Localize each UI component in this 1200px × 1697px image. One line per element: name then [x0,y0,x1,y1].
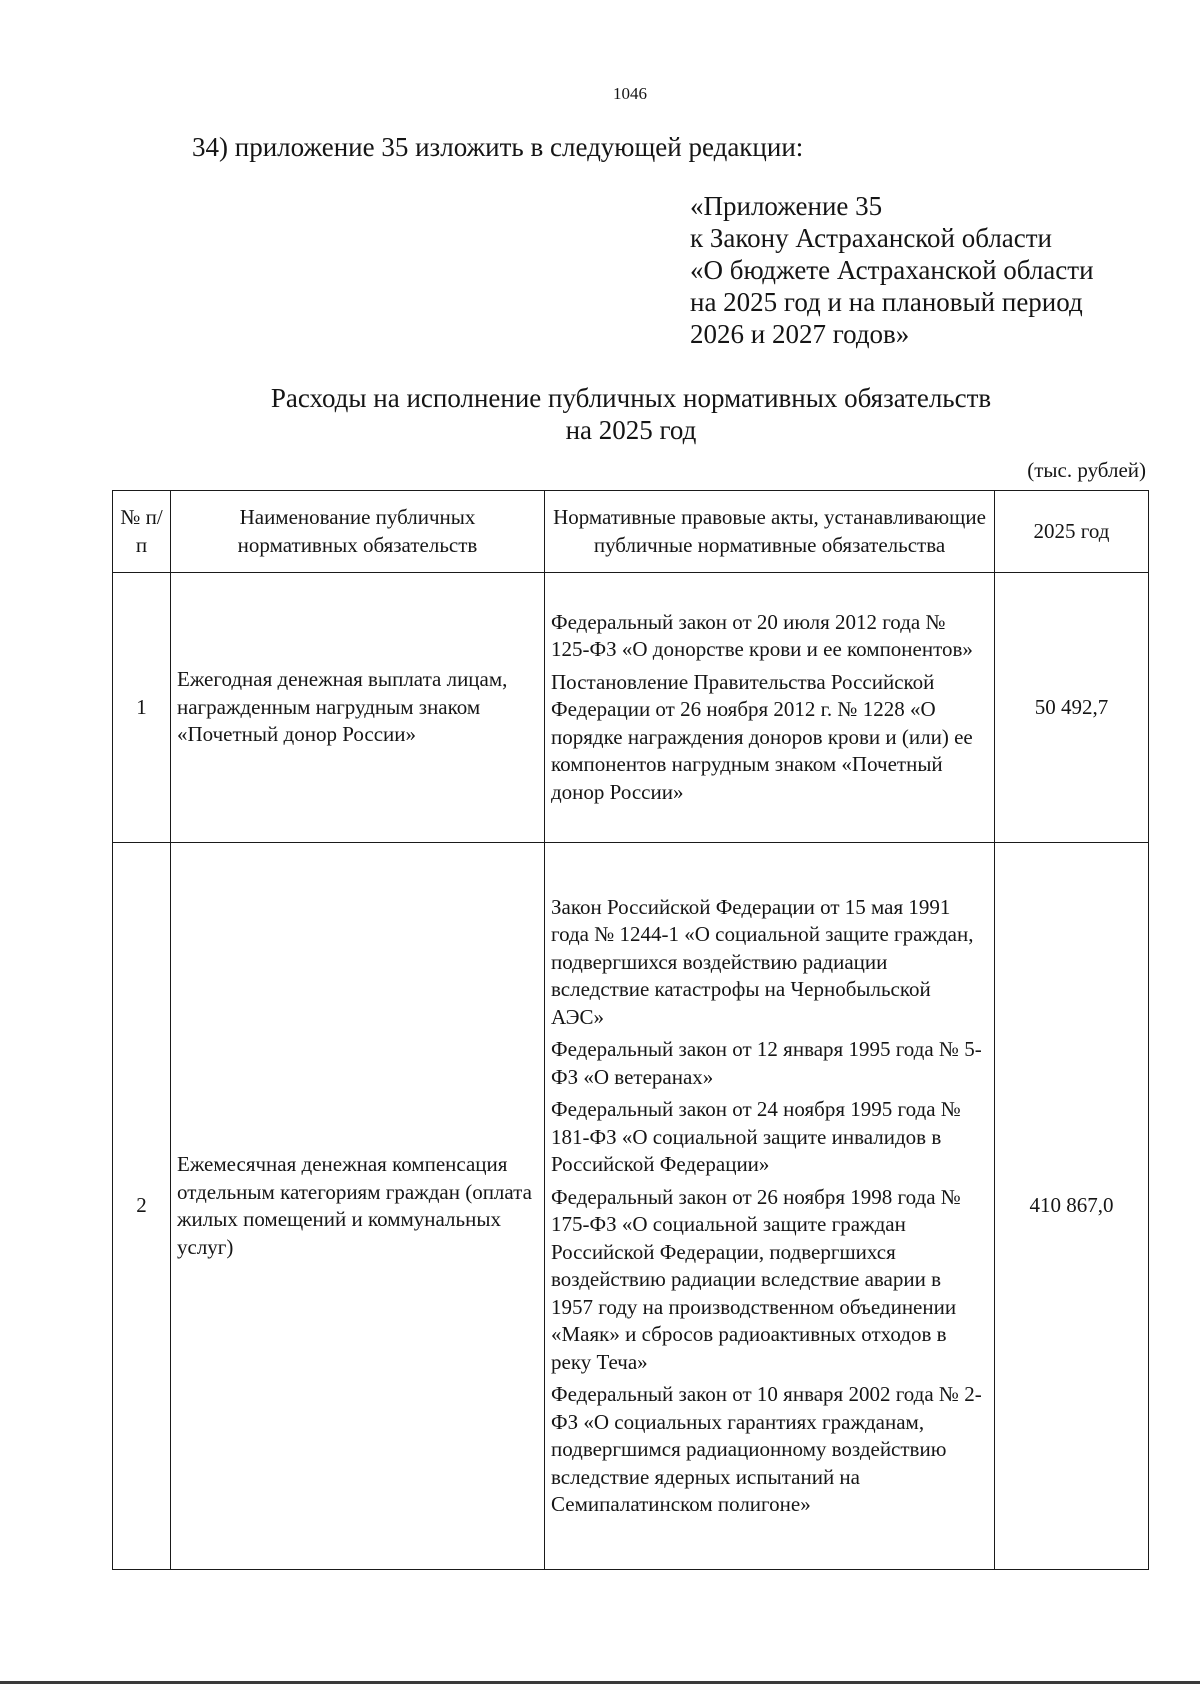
header-acts: Нормативные правовые акты, устанавливающие публичные нормативные обязательства [545,491,995,573]
legal-act: Федеральный закон от 10 января 2002 года № 2-ФЗ «О социальных гарантиях гражданам, подвергшимся радиационному воздействию вследствие ядерных испытаний на Семипалатинском полигоне» [551,1382,982,1516]
appendix-heading-line: «О бюджете Астраханской области [690,255,1094,285]
header-amount: 2025 год [995,491,1149,573]
obligation-name: Ежегодная денежная выплата лицам, награжденным нагрудным знаком «Почетный донор России» [171,573,545,843]
amendment-instruction: 34) приложение 35 изложить в следующей редакции: [192,132,804,162]
header-number: № п/п [113,491,171,573]
page-bottom-edge [0,1681,1200,1684]
amount-value: 50 492,7 [995,573,1149,843]
units-note: (тыс. рублей) [1027,458,1146,482]
obligation-name: Ежемесячная денежная компенсация отдельным категориям граждан (оплата жилых помещений и коммунальных услуг) [171,843,545,1570]
header-name: Наименование публичных нормативных обязательств [171,491,545,573]
table-header-row [113,491,1149,573]
legal-acts-cell [545,843,995,1570]
row-number: 2 [113,843,171,1570]
table-row [113,573,1149,843]
legal-act: Федеральный закон от 12 января 1995 года № 5-ФЗ «О ветеранах» [551,1037,982,1089]
legal-act: Постановление Правительства Российской Федерации от 26 ноября 2012 г. № 1228 «О порядке награждения доноров крови и (или) ее компонентов нагрудным знаком «Почетный донор России» [551,669,973,804]
document-title-line-1: Расходы на исполнение публичных нормативных обязательств [270,383,992,413]
appendix-heading [690,190,1094,350]
table-row [113,843,1149,1570]
obligations-table [112,490,1149,1570]
row-number: 1 [113,573,171,843]
legal-act: Закон Российской Федерации от 15 мая 1991 года № 1244-1 «О социальной защите граждан, подвергшихся воздействию радиации вследствие катастрофы на Чернобыльской АЭС» [551,894,974,1029]
legal-act: Федеральный закон от 26 ноября 1998 года № 175-ФЗ «О социальной защите граждан Российской Федерации, подвергшихся воздействию радиации вследствие аварии в 1957 году на производственном объединении «Маяк» и сбросов радиоактивных отходов в реку Теча» [551,1184,961,1374]
appendix-heading-line: «Приложение 35 [690,191,883,221]
legal-act: Федеральный закон от 24 ноября 1995 года № 181-ФЗ «О социальной защите инвалидов в Российской Федерации» [551,1097,961,1176]
legal-acts-cell [545,573,995,843]
legal-act: Федеральный закон от 20 июля 2012 года № 125-ФЗ «О донорстве крови и ее компонентов» [551,609,973,662]
document-title-line-2: на 2025 год [565,415,697,445]
appendix-heading-line: 2026 и 2027 годов» [690,319,910,349]
document-title [112,382,1150,446]
page-number: 1046 [613,84,647,103]
appendix-heading-line: на 2025 год и на плановый период [690,287,1083,317]
appendix-heading-line: к Закону Астраханской области [690,223,1053,253]
amount-value: 410 867,0 [995,843,1149,1570]
